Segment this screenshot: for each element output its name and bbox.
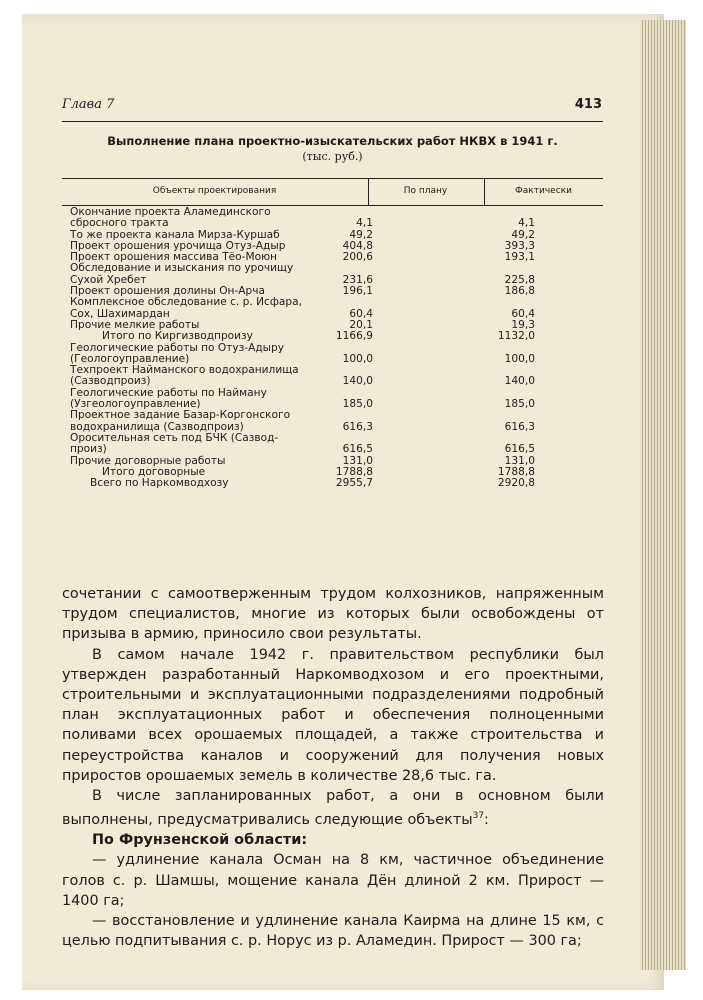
row-object-name: Геологические работы по Найману [70,386,267,399]
row-plan-value: 185,0 [342,398,373,411]
row-object-name: Итого договорные [102,465,206,478]
table-header [62,178,603,206]
header-rule [62,121,603,122]
row-fact-value: 100,0 [504,352,535,365]
row-plan-value: 196,1 [342,285,373,298]
row-object-name: Обследование и изыскания по урочищу [70,262,294,275]
table-units: (тыс. руб.) [302,150,363,163]
row-plan-value: 60,4 [349,307,373,320]
row-fact-value: 616,5 [504,443,535,456]
section-subheading: По Фрунзенской области: [92,832,308,849]
table-row [62,410,603,421]
row-fact-value: 186,8 [504,285,535,298]
row-object-name: То же проекта канала Мирза-Куршаб [70,228,280,241]
row-plan-value: 100,0 [342,352,373,365]
row-fact-value: 60,4 [511,307,535,320]
row-object-name: Проектное задание Базар-Коргонского [70,409,291,422]
row-object-name: Оросительная сеть под БЧК (Сазвод- [70,431,279,444]
column-header-fact: Фактически [515,186,572,196]
row-fact-value: 19,3 [511,318,535,331]
row-object-name: Геологические работы по Отуз-Адыру [70,341,285,354]
paragraph: В самом начале 1942 г. правительством республики был утвержден разработанный Наркомводхозом и его проектными, строительными и эксплуатационными подразделениями подробный план эксплуатационных работ и обеспечения полноценными поливами всех орошаемых площадей, а также строительства и переустройства каналов и сооружений для получения новых приростов орошаемых земель в количестве 28,6 тыс. га. [62,646,604,784]
row-fact-value: 2920,8 [497,477,535,490]
row-plan-value: 20,1 [349,318,373,331]
chapter-label: Глава 7 [62,97,115,112]
row-object-name: Окончание проекта Аламединского [70,206,271,218]
row-object-name: Проект орошения массива Тёо-Моюн [70,251,277,264]
page-number: 413 [574,97,602,112]
body-text [62,584,604,951]
row-plan-value: 616,3 [342,420,373,433]
row-object-name: (Узгеологоуправление) [70,398,201,411]
row-plan-value: 404,8 [342,239,373,252]
column-header-objects: Объекты проектирования [152,186,277,196]
row-object-name: Сухой Хребет [70,273,147,286]
row-fact-value: 225,8 [504,273,535,286]
row-fact-value: 49,2 [511,228,535,241]
row-fact-value: 1788,8 [497,465,535,478]
column-header-plan: По плану [403,186,448,196]
table-title: Выполнение плана проектно-изыскательских работ НКВХ в 1941 г. [107,134,558,148]
row-object-name: Прочие мелкие работы [70,318,200,331]
row-fact-value: 193,1 [504,251,535,264]
row-object-name: (Сазводпроиз) [70,375,151,388]
row-object-name: Техпроект Найманского водохранилища [70,364,299,377]
row-fact-value: 185,0 [504,398,535,411]
paragraph [62,786,604,830]
list-item: — восстановление и удлинение канала Каирма на длине 15 км, с целью подпитывания с. р. Норус из р. Аламедин. Прирост — 300 га; [62,913,604,950]
row-plan-value: 200,6 [342,251,373,264]
row-object-name: Итого по Киргизводпроизу [102,330,253,343]
row-fact-value: 393,3 [504,239,535,252]
row-object-name: Сох, Шахимардан [70,307,170,320]
footnote-ref: 37 [472,811,485,822]
row-fact-value: 140,0 [504,375,535,388]
row-plan-value: 131,0 [342,454,373,467]
row-plan-value: 1788,8 [335,465,373,478]
row-object-name: произ) [70,443,107,456]
table-row [62,297,603,308]
table-row [62,218,603,229]
row-object-name: (Геологоуправление) [70,352,190,365]
row-plan-value: 4,1 [356,217,373,230]
row-plan-value: 231,6 [342,273,373,286]
row-object-name: Проект орошения урочища Отуз-Адыр [70,239,286,252]
row-fact-value: 1132,0 [497,330,535,343]
row-object-name: Всего по Наркомводхозу [90,477,229,490]
paragraph-text: В числе запланированных работ, а они в основном были выполнены, предусматривались следующие объекты [62,788,604,829]
row-fact-value: 131,0 [504,454,535,467]
row-object-name: Проект орошения долины Он-Арча [70,285,266,298]
row-plan-value: 2955,7 [335,477,373,490]
row-plan-value: 1166,9 [335,330,373,343]
row-object-name: водохранилища (Сазводпроиз) [70,420,244,433]
row-object-name: сбросного тракта [70,217,169,230]
running-header [62,97,602,119]
row-object-name: Комплексное обследование с. р. Исфара, [70,296,302,309]
table-row [62,444,603,455]
page-edges [640,20,686,970]
row-plan-value: 616,5 [342,443,373,456]
table-row [62,478,603,489]
table-row [62,331,603,342]
row-object-name: Прочие договорные работы [70,454,226,467]
paragraph: сочетании с самоотверженным трудом колхозников, напряженным трудом специалистов, многие из которых были освобождены от призыва в армию, приносило свои результаты. [62,586,604,643]
row-plan-value: 49,2 [349,228,373,241]
paragraph-end: : [484,812,489,829]
row-fact-value: 4,1 [518,217,535,230]
list-item: — удлинение канала Осман на 8 км, частичное объединение голов с. р. Шамшы, мощение канала Дён длиной 2 км. Прирост — 1400 га; [62,852,604,909]
row-fact-value: 616,3 [504,420,535,433]
row-plan-value: 140,0 [342,375,373,388]
table-body [62,207,603,489]
